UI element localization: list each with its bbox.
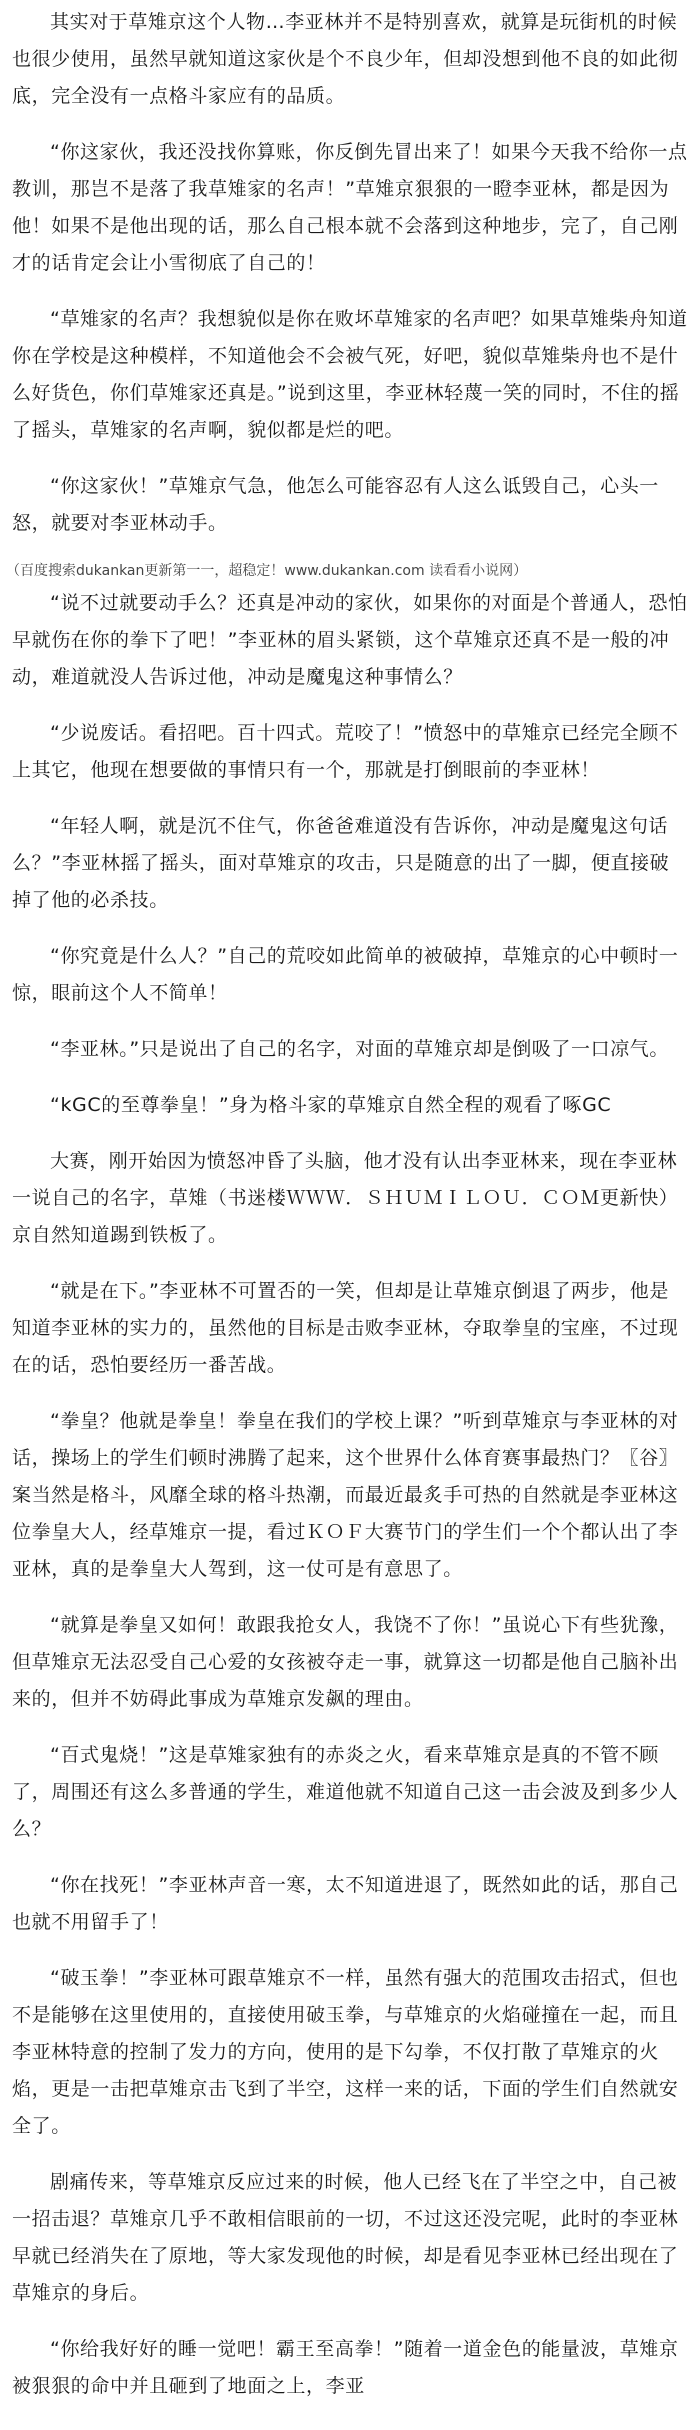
paragraph: “拳皇？他就是拳皇！拳皇在我们的学校上课？”听到草雉京与李亚林的对话，操场上的学生们顿时沸腾了起来，这个世界什么体育赛事最热门？〖谷〗案当然是格斗，风靡全球的格斗热潮，而最近最炙手可热的自然就是李亚林这位拳皇大人，经草雉京一提，看过ＫＯＦ大赛节门的学生们一个个都认出了李亚林，真的是拳皇大人驾到，这一仗可是有意思了。 xyxy=(12,1410,679,1580)
paragraph: “年轻人啊，就是沉不住气，你爸爸难道没有告诉你，冲动是魔鬼这句话么？”李亚林摇了摇头，面对草雉京的攻击，只是随意的出了一脚，便直接破掉了他的必杀技。 xyxy=(12,815,670,911)
paragraph: “你给我好好的睡一觉吧！霸王至高拳！”随着一道金色的能量波，草雉京被狠狠的命中并且砸到了地面之上，李亚 xyxy=(12,2338,679,2397)
paragraph: “就算是拳皇又如何！敢跟我抢女人，我饶不了你！”虽说心下有些犹豫，但草雉京无法忍受自己心爱的女孩被夺走一事，就算这一切都是他自己脑补出来的，但并不妨碍此事成为草雉京发飙的理由。 xyxy=(12,1614,679,1710)
paragraph: “kGC的至尊拳皇！”身为格斗家的草雉京自然全程的观看了啄GC xyxy=(50,1094,612,1116)
paragraph: “就是在下。”李亚林不可置否的一笑，但却是让草雉京倒退了两步，他是知道李亚林的实力的，虽然他的目标是击败李亚林，夺取拳皇的宝座，不过现在的话，恐怕要经历一番苦战。 xyxy=(12,1280,679,1376)
paragraph: “你在找死！”李亚林声音一寒，太不知道进退了，既然如此的话，那自己也就不用留手了！ xyxy=(12,1874,679,1933)
paragraph: “李亚林。”只是说出了自己的名字，对面的草雉京却是倒吸了一口凉气。 xyxy=(50,1038,669,1060)
source-notice: （百度搜索dukankan更新第一一，超稳定！www.dukankan.com 读看看小说网） xyxy=(6,563,528,579)
paragraph: “你这家伙，我还没找你算账，你反倒先冒出来了！如果今天我不给你一点教训，那岂不是落了我草雉家的名声！”草雉京狠狠的一瞪李亚林，都是因为他！如果不是他出现的话，那么自己根本就不会落到这种地步，完了，自己刚才的话肯定会让小雪彻底了自己的！ xyxy=(12,141,688,274)
paragraph: “你这家伙！”草雉京气急，他怎么可能容忍有人这么诋毁自己，心头一怒，就要对李亚林动手。 xyxy=(12,475,659,534)
paragraph: “你究竟是什么人？”自己的荒咬如此简单的被破掉，草雉京的心中顿时一惊，眼前这个人不简单！ xyxy=(12,945,679,1004)
paragraph: 剧痛传来，等草雉京反应过来的时候，他人已经飞在了半空之中，自己被一招击退？草雉京几乎不敢相信眼前的一切，不过这还没完呢，此时的李亚林早就已经消失在了原地，等大家发现他的时候，却是看见李亚林已经出现在了草雉京的身后。 xyxy=(12,2171,679,2304)
paragraph: “少说废话。看招吧。百十四式。荒咬了！”愤怒中的草雉京已经完全顾不上其它，他现在想要做的事情只有一个，那就是打倒眼前的李亚林！ xyxy=(12,722,679,781)
paragraph: 大赛，刚开始因为愤怒冲昏了头脑，他才没有认出李亚林来，现在李亚林一说自己的名字，草雉（书迷楼ＷＷＷ．ＳＨＵＭＩＬＯＵ．ＣＯＭ更新快）京自然知道踢到铁板了。 xyxy=(12,1150,679,1246)
paragraph: “百式鬼烧！”这是草雉家独有的赤炎之火，看来草雉京是真的不管不顾了，周围还有这么多普通的学生，难道他就不知道自己这一击会波及到多少人么？ xyxy=(12,1744,679,1840)
paragraph: “破玉拳！”李亚林可跟草雉京不一样，虽然有强大的范围攻击招式，但也不是能够在这里使用的，直接使用破玉拳，与草雉京的火焰碰撞在一起，而且李亚林特意的控制了发力的方向，使用的是下勾拳，不仅打散了草雉京的火焰，更是一击把草雉京击飞到了半空，这样一来的话，下面的学生们自然就安全了。 xyxy=(12,1967,679,2137)
paragraph: 其实对于草雉京这个人物…李亚林并不是特别喜欢，就算是玩街机的时候也很少使用，虽然早就知道这家伙是个不良少年，但却没想到他不良的如此彻底，完全没有一点格斗家应有的品质。 xyxy=(12,11,679,107)
paragraph: “说不过就要动手么？还真是冲动的家伙，如果你的对面是个普通人，恐怕早就伤在你的拳下了吧！”李亚林的眉头紧锁，这个草雉京还真不是一般的冲动，难道就没人告诉过他，冲动是魔鬼这种事情么？ xyxy=(12,592,688,688)
paragraph: “草雉家的名声？我想貌似是你在败坏草雉家的名声吧？如果草雉柴舟知道你在学校是这种模样，不知道他会不会被气死，好吧，貌似草雉柴舟也不是什么好货色，你们草雉家还真是。”说到这里，李亚林轻蔑一笑的同时，不住的摇了摇头，草雉家的名声啊，貌似都是烂的吧。 xyxy=(12,308,688,441)
